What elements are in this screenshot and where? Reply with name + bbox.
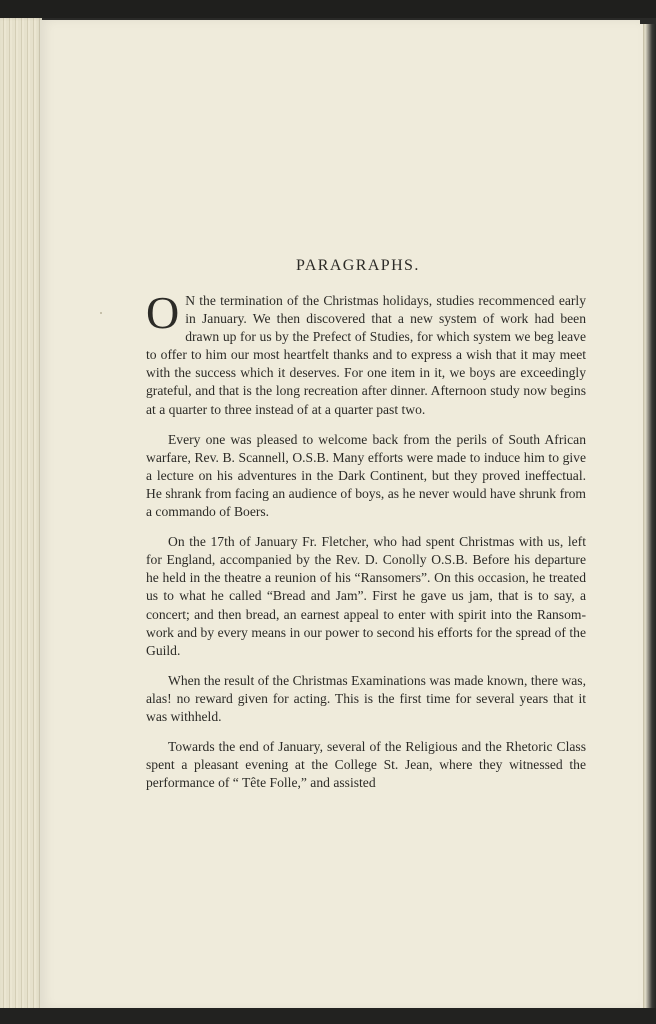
paragraph-1-text: N the termination of the Christmas holidays, studies recommenced early in January. We then discovered that a new system of work had been drawn up for us by the Prefect of Studies, for which system we beg leave to offer to him our most heartfelt thanks and to express a wish that it may meet with the success which it deserves. For one item in it, we boys are exceedingly grateful, and that is the long recreation after dinner. Afternoon study now begins at a quarter to three instead of at a quarter past two. — [146, 293, 586, 417]
scan-bottom-border — [0, 1008, 656, 1024]
paragraph-2: Every one was pleased to welcome back from the perils of South African warfare, Rev. B. Scannell, O.S.B. Many efforts were made to induce him to give a lecture on his adventures in the Dark Continent, but they proved ineffectual. He shrank from facing an audience of boys, as he never would have shrunk from a commando of Boers. — [146, 431, 586, 520]
scan-top-border — [0, 0, 656, 18]
book-right-edge — [640, 24, 656, 1008]
paragraph-1 — [146, 287, 586, 419]
page-heading: PARAGRAPHS. — [296, 257, 420, 274]
paragraph-5: Towards the end of January, several of the Religious and the Rhetoric Class spent a pleasant evening at the College St. Jean, where they witnessed the performance of “ Tête Folle,” and assisted — [146, 739, 586, 791]
article-body — [146, 287, 586, 804]
book-page-edges — [0, 18, 42, 1010]
paper-speck — [100, 312, 102, 314]
paragraph-3: On the 17th of January Fr. Fletcher, who had spent Christmas with us, left for England, accompanied by the Rev. D. Conolly O.S.B. Before his departure he held in the theatre a reunion of his “Ransomers”. On this occasion, he treated us to what he called “Bread and Jam”. First he gave us jam, that is to say, a concert; and then bread, an earnest appeal to enter with spirit into the Ransom-work and by every means in our power to second his efforts for the spread of the Guild. — [146, 534, 586, 658]
drop-cap-letter: O — [146, 287, 180, 338]
paragraph-4: When the result of the Christmas Examinations was made known, there was, alas! no reward given for acting. This is the first time for several years that it was withheld. — [146, 672, 586, 724]
